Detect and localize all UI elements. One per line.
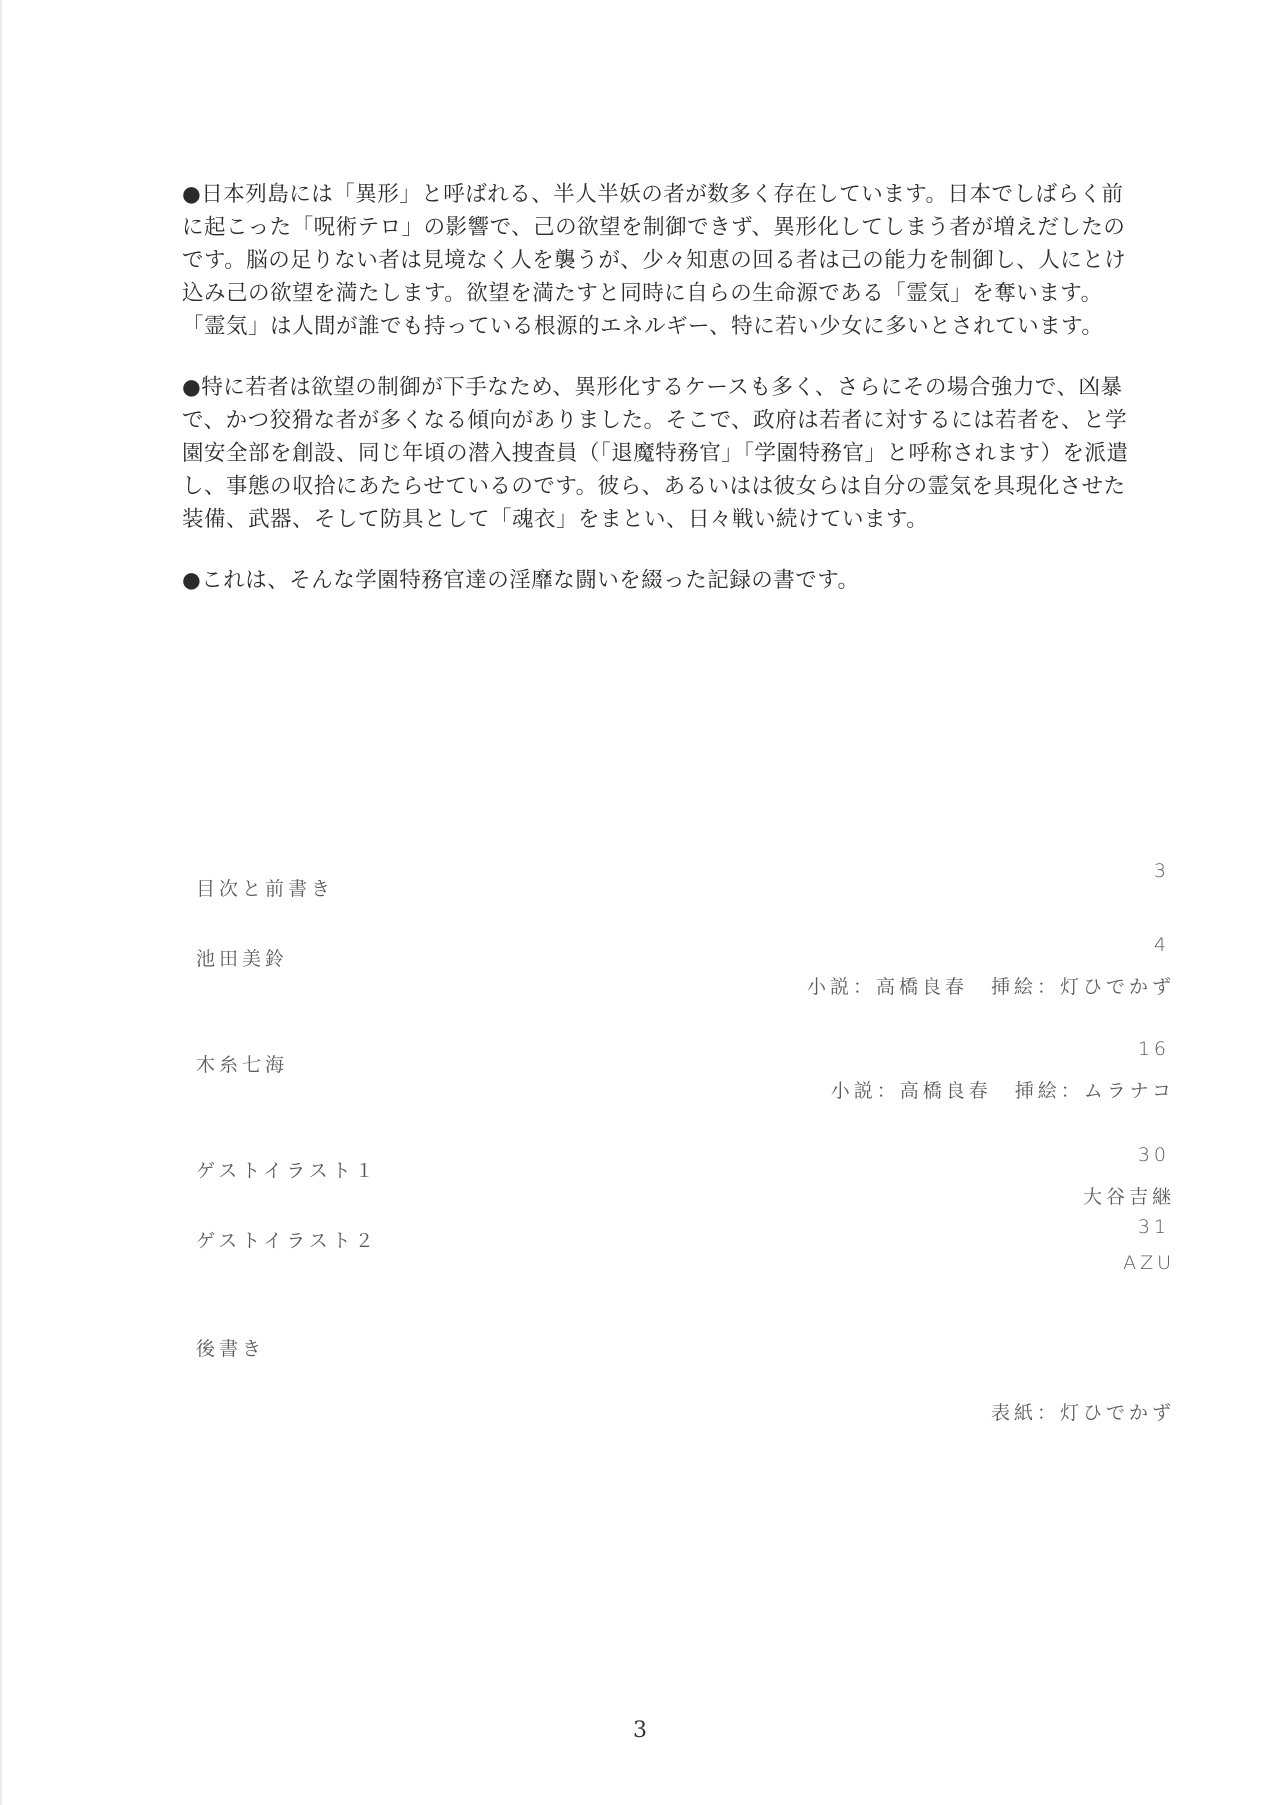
toc-title: 目次と前書き	[196, 878, 335, 900]
toc-page: 3	[1153, 860, 1170, 882]
page-number: 3	[633, 1718, 647, 1743]
toc-credit: AZU	[1123, 1252, 1175, 1274]
toc-page: 16	[1137, 1038, 1170, 1060]
intro-paragraph: ●日本列島には「異形」と呼ばれる、半人半妖の者が数多く存在しています。日本でしばらく前に起こった「呪術テロ」の影響で、己の欲望を制御できず、異形化してしまう者が増えだしたのです。脳の足りない者は見境なく人を襲うが、少々知恵の回る者は己の能力を制御し、人にとけ込み己の欲望を満たします。欲望を満たすと同時に自らの生命源である「霊気」を奪います。「霊気」は人間が誰でも持っている根源的エネルギー、特に若い少女に多いとされています。	[182, 182, 1127, 339]
intro-paragraph: ●これは、そんな学園特務官達の淫靡な闘いを綴った記録の書です。	[182, 568, 860, 593]
toc-page: 30	[1137, 1144, 1170, 1166]
toc-title: 後書き	[196, 1338, 266, 1360]
toc-credit: 小説：高橋良春 挿絵：ムラナコ	[830, 1080, 1175, 1102]
toc-page: 31	[1137, 1216, 1170, 1238]
intro-paragraph: ●特に若者は欲望の制御が下手なため、異形化するケースも多く、さらにその場合強力で、凶暴で、かつ狡猾な者が多くなる傾向がありました。そこで、政府は若者に対するには若者を、と学園安全部を創設、同じ年頃の潜入捜査員（「退魔特務官」「学園特務官」と呼称されます）を派遣し、事態の収拾にあたらせているのです。彼ら、あるいはは彼女らは自分の霊気を具現化させた装備、武器、そして防具として「魂衣」をまとい、日々戦い続けています。	[182, 375, 1129, 532]
toc-title: 池田美鈴	[196, 948, 289, 970]
cover-credit: 表紙：灯ひでかず	[990, 1402, 1175, 1424]
toc-title: ゲストイラスト２	[196, 1230, 378, 1252]
toc-credit: 小説：高橋良春 挿絵：灯ひでかず	[806, 976, 1175, 998]
toc-credit: 大谷吉継	[1082, 1186, 1175, 1208]
toc-title: 木糸七海	[196, 1054, 289, 1076]
toc-title: ゲストイラスト１	[196, 1160, 378, 1182]
toc-page: 4	[1153, 934, 1170, 956]
